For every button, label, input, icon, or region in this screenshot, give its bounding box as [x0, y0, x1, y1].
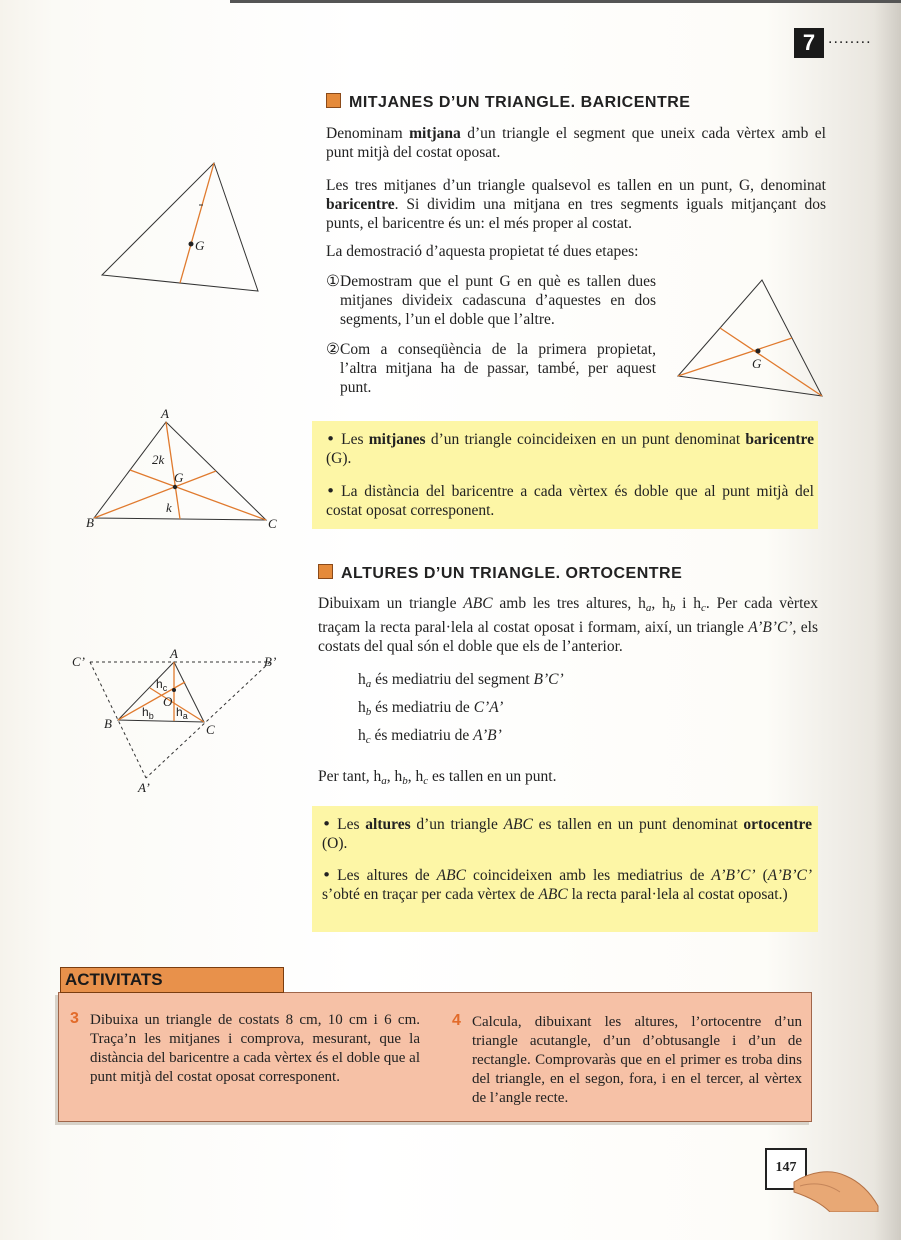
page-number: 147 [765, 1148, 807, 1190]
thumb-icon [790, 1162, 880, 1212]
figure-label-B: B [86, 515, 94, 530]
section-title-baricentre: MITJANES D’UN TRIANGLE. BARICENTRE [326, 93, 690, 112]
bullet-altures-mediatrius: • Les altures de ABC coincideixen amb les mediatrius de A’B’C’ (A’B’C’ s’obté en traçar per cada vèrtex de ABC la recta paral·lela al costat oposat.) [322, 866, 812, 903]
bullet-mitjanes-coincide: • Les mitjanes d’un triangle coincideixen en un punt denominat baricentre (G). [326, 430, 814, 467]
activity-3-number: 3 [70, 1010, 79, 1027]
figure-orthocentre-construction [70, 644, 290, 794]
step-two: ② Com a conseqüència de la primera propietat, l’altra mitjana ha de passar, també, per aquest punt. [326, 341, 656, 396]
line-hc-mediatrix: $h_c$ és mediatriu de A’B’ [358, 727, 502, 746]
figure-label-A: A [170, 646, 178, 661]
bullet-altures-coincide: • Les altures d’un triangle ABC es tallen en un punt denominat ortocentre (O). [322, 815, 812, 852]
figure-label-hb: $h_b$ [142, 705, 154, 721]
figure-label-G: G [174, 470, 184, 485]
figure-median-line [720, 328, 822, 396]
bullet-baricentre-distance: • La distància del baricentre a cada vèrtex és doble que al punt mitjà del costat oposat corresponent. [326, 482, 814, 519]
figure-median-line [180, 163, 214, 283]
figure-centroid-point [173, 485, 177, 489]
section-square-icon [318, 564, 333, 579]
chapter-dots: ........ [828, 30, 872, 47]
figure-orthocentre-point [172, 688, 176, 692]
section-title-ortocentre: ALTURES D’UN TRIANGLE. ORTOCENTRE [318, 564, 682, 583]
figure-triangle-outline [102, 163, 258, 291]
paragraph-baricentre: Les tres mitjanes d’un triangle qualsevol es tallen en un punt, G, denominat baricentre. Si dividim una mitjana en tres segments iguals mitjançant dos punts, el baricentre és un: el més proper al costat. [326, 177, 826, 232]
figure-dashed-line [146, 662, 270, 778]
figure-median-triangle [96, 155, 266, 295]
figure-triangle-outline [678, 280, 822, 396]
figure-two-medians-triangle [676, 278, 826, 402]
paragraph-mitjana-definition: Denominam mitjana d’un triangle el segment que uneix cada vèrtex amb el punt mitjà del costat oposat. [326, 125, 826, 161]
figure-label-ha: $h_a$ [176, 705, 188, 721]
figure-label-k: k [166, 500, 172, 515]
figure-label-C-prime: C’ [72, 654, 85, 669]
activities-tab: ACTIVITATS [60, 967, 284, 993]
top-rule [230, 0, 901, 3]
activity-3-text: Dibuixa un triangle de costats 8 cm, 10 cm i 6 cm. Traça’n les mitjanes i comprova, mesurant, que la distància del baricentre a cada vèrtex és el doble que al punt mitjà del costat oposat corresponent. [90, 1012, 420, 1085]
line-hb-mediatrix: $h_b$ és mediatriu de C’A’ [358, 699, 504, 718]
figure-centroid-point [189, 242, 194, 247]
figure-three-medians-triangle [86, 404, 286, 534]
activity-4-text: Calcula, dibuixant les altures, l’ortocentre d’un triangle acutangle, d’un d’obtusangle i d’un de rectangle. Comprovaràs que en el primer es troba dins del triangle, en el segon, fora, i en el tercer, al vèrtex de l’angle recte. [472, 1014, 802, 1106]
paragraph-per-tant: Per tant, $h_a$, $h_b$, $h_c$ es tallen en un punt. [318, 768, 557, 787]
paragraph-altures: Dibuixam un triangle ABC amb les tres altures, $h_a$, $h_b$ i $h_c$. Per cada vèrtex traçam la recta paral·lela al costat oposat i formam, així, un triangle A’B’C’, els costats del qual són el doble que els de l’anterior. [318, 595, 819, 655]
chapter-number-badge: 7 [794, 28, 824, 58]
step-one: ① Demostram que el punt G en què es tallen dues mitjanes divideix cadascuna d’aquestes en dos segments, l’un el doble que l’altre. [326, 273, 656, 328]
figure-label-2k: 2k [152, 452, 165, 467]
section-square-icon [326, 93, 341, 108]
figure-label-hc: $h_c$ [156, 677, 168, 693]
figure-label-C: C [206, 722, 215, 737]
line-ha-mediatrix: $h_a$ és mediatriu del segment B’C’ [358, 671, 564, 690]
figure-label-G: G [752, 356, 762, 371]
figure-label-A: A [161, 406, 169, 421]
figure-label-B: B [104, 716, 112, 731]
figure-label-O: O [163, 694, 173, 709]
figure-label-G: G [195, 238, 205, 253]
figure-label-C: C [268, 516, 277, 531]
figure-label-A-prime: A’ [138, 780, 150, 794]
paragraph-demonstration-intro: La demostració d’aquesta propietat té dues etapes: [326, 243, 639, 260]
activity-4-number: 4 [452, 1012, 461, 1029]
figure-label-B-prime: B’ [264, 654, 277, 669]
figure-centroid-point [756, 349, 761, 354]
